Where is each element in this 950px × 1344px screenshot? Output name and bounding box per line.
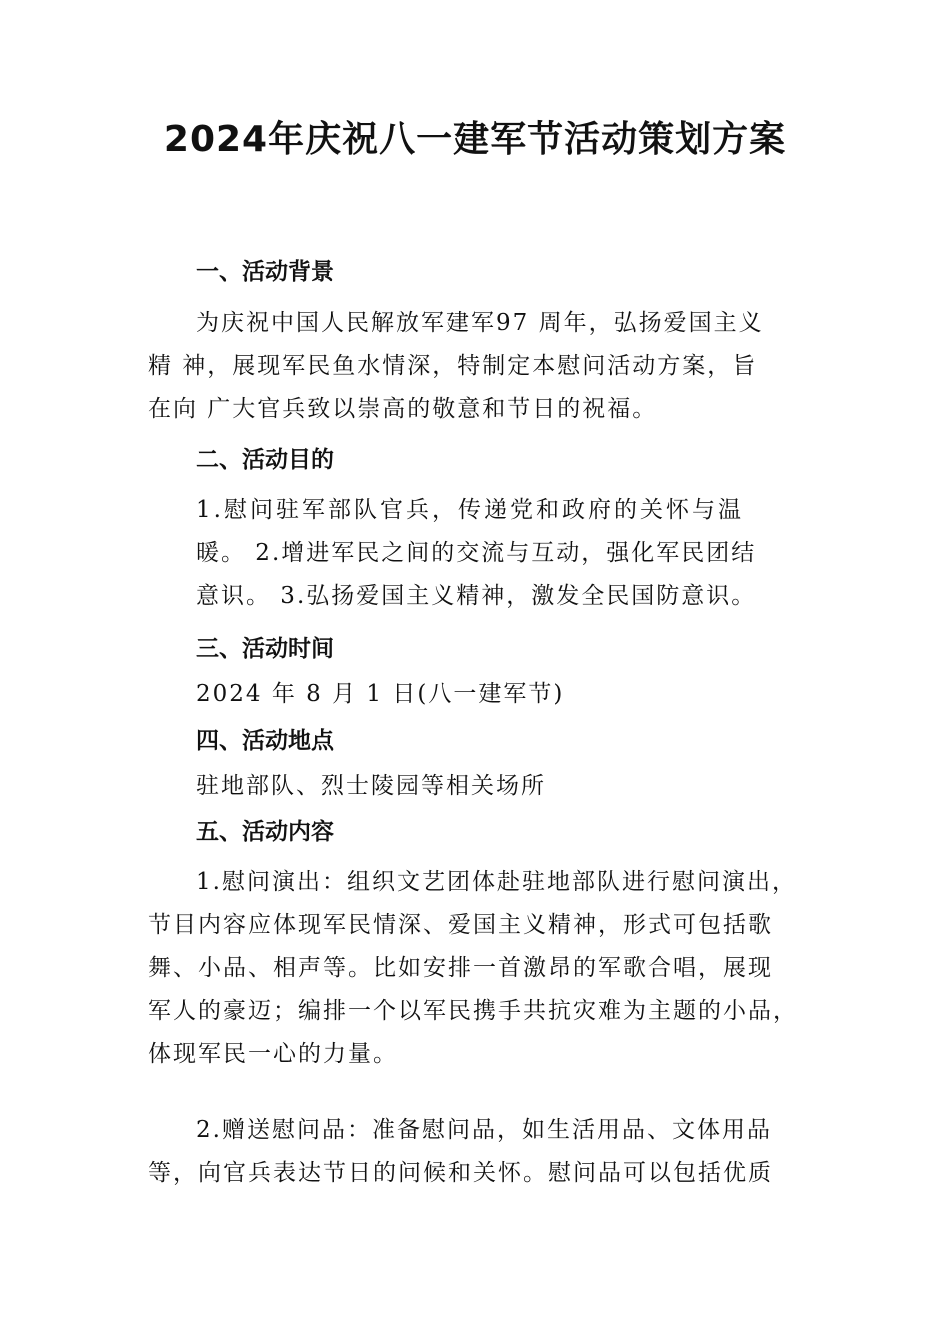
paragraph-line: 等，向官兵表达节日的问候和关怀。慰问品可以包括优质	[148, 1160, 773, 1186]
paragraph-line: 精 神，展现军民鱼水情深，特制定本慰问活动方案，旨	[148, 353, 758, 379]
paragraph-line: 军人的豪迈；编排一个以军民携手共抗灾难为主题的小品，	[148, 998, 798, 1024]
paragraph-line: 舞、小品、相声等。比如安排一首激昂的军歌合唱，展现	[148, 955, 773, 981]
paragraph-line: 1.慰问驻军部队官兵，传递党和政府的关怀与温	[196, 497, 744, 523]
paragraph-line: 为庆祝中国人民解放军建军97 周年，弘扬爱国主义	[196, 310, 764, 336]
paragraph-line: 2024 年 8 月 1 日(八一建军节)	[196, 681, 565, 707]
document-title: 2024年庆祝八一建军节活动策划方案	[163, 119, 787, 160]
paragraph-line: 2.赠送慰问品：准备慰问品，如生活用品、文体用品	[196, 1117, 772, 1143]
paragraph-line: 驻地部队、烈士陵园等相关场所	[196, 773, 546, 799]
section-heading-time: 三、活动时间	[196, 636, 334, 662]
paragraph-line: 体现军民一心的力量。	[148, 1041, 398, 1067]
section-heading-content: 五、活动内容	[196, 819, 334, 845]
section-heading-background: 一、活动背景	[196, 259, 334, 285]
section-heading-purpose: 二、活动目的	[196, 447, 334, 473]
paragraph-line: 暖。 2.增进军民之间的交流与互动，强化军民团结	[196, 540, 757, 566]
paragraph-line: 1.慰问演出：组织文艺团体赴驻地部队进行慰问演出，	[196, 869, 797, 895]
paragraph-line: 节目内容应体现军民情深、爱国主义精神，形式可包括歌	[148, 912, 773, 938]
section-heading-location: 四、活动地点	[196, 728, 334, 754]
paragraph-line: 意识。 3.弘扬爱国主义精神，激发全民国防意识。	[196, 583, 757, 609]
paragraph-line: 在向 广大官兵致以崇高的敬意和节日的祝福。	[148, 396, 658, 422]
